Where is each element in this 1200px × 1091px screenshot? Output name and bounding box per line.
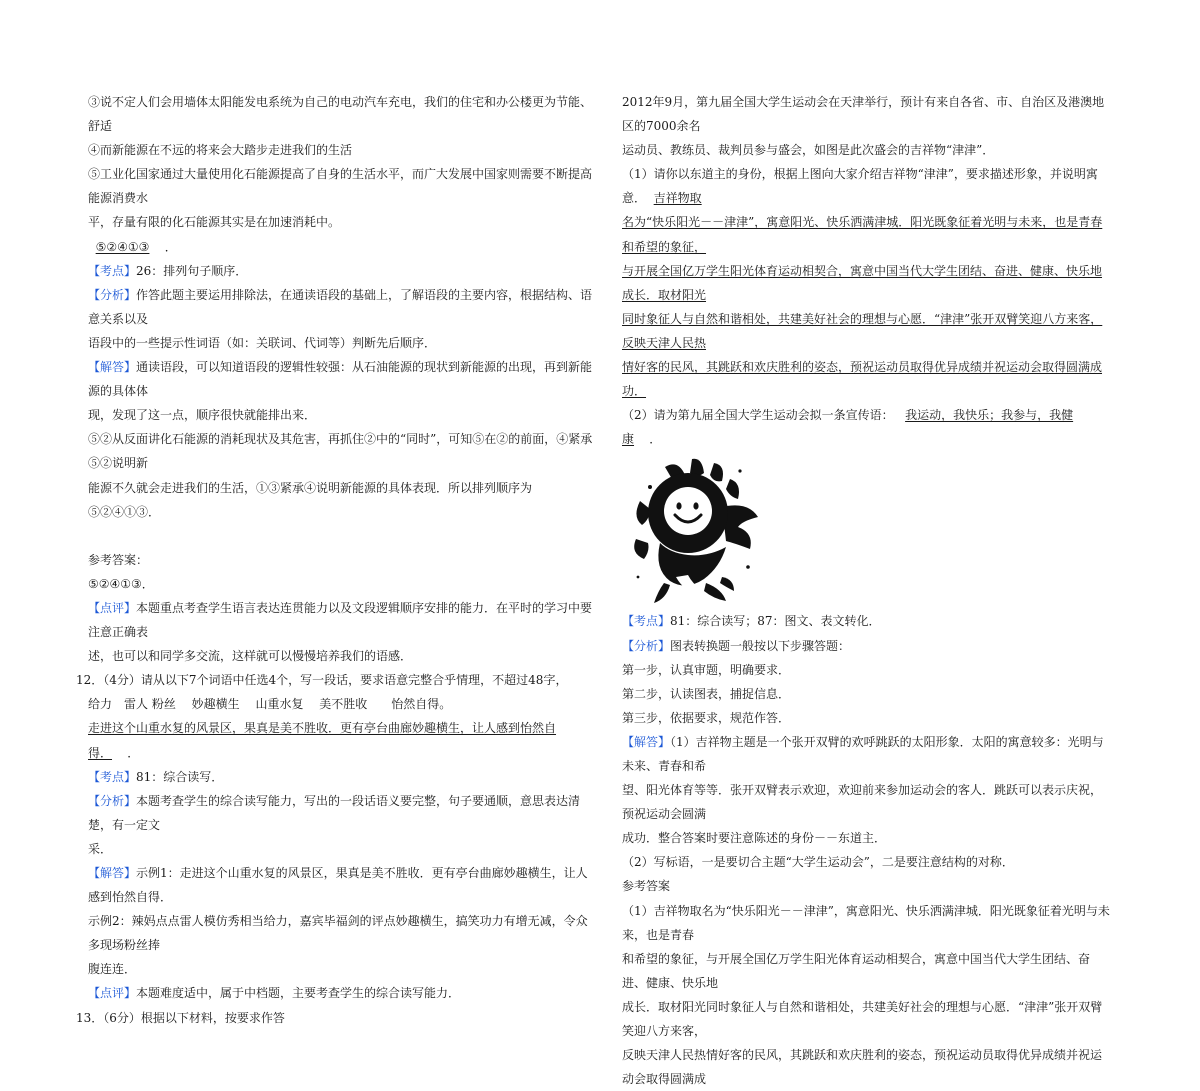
sentence-4: ④而新能源在不远的将来会大踏步走进我们的生活	[88, 143, 353, 158]
answer-11: ⑤②④①③	[95, 239, 150, 254]
dianping-11-cont: 述，也可以和同学多交流，这样就可以慢慢培养我们的语感．	[88, 649, 413, 664]
step-2: 第二步，认读图表，捕捉信息．	[622, 686, 791, 701]
jieda-11: 【解答】通读语段，可以知道语段的逻辑性较强：从石油能源的现状到新能源的出现，再到新能源的具体体	[88, 360, 593, 399]
answer-11-line: ⑤②④①③ ．	[95, 239, 177, 254]
question-13-title: 13．（6分）根据以下材料，按要求作答	[76, 1010, 285, 1025]
fenxi-11: 【分析】作答此题主要运用排除法，在通读语段的基础上，了解语段的主要内容，根据结构、语意关系以及	[88, 287, 593, 326]
material-line-1: 2012年9月，第九届全国大学生运动会在天津举行，预计有来自各省、市、自治区及港澳地区的7000余名	[622, 95, 1105, 134]
question-13-2: （2）请为第九届全国大学生运动会拟一条宣传语： 我运动，我快乐；我参与，我健康 ．	[622, 408, 1074, 447]
kaodian-11: 【考点】26：排列句子顺序．	[88, 263, 248, 278]
material-line-2: 运动员、教练员、裁判员参与盛会，如图是此次盛会的吉祥物“津津”．	[622, 143, 995, 158]
jieda-11-para2-cont: 能源不久就会走进我们的生活，①③紧承④说明新能源的具体表现．所以排列顺序为⑤②④①③．	[88, 480, 533, 519]
kaodian-12: 【考点】81：综合读写．	[88, 769, 224, 784]
reference-13-line-4: 反映天津人民热情好客的民风，其跳跃和欢庆胜利的姿态，预祝运动员取得优异成绩并祝运动会取得圆满成	[622, 1048, 1103, 1087]
jieda-13-cont-2: 成功．整合答案时要注意陈述的身份－－东道主．	[622, 831, 887, 846]
reference-13-line-2: 和希望的象征，与开展全国亿万学生阳光体育运动相契合，寓意中国当代大学生团结、奋进、健康、快乐地	[622, 951, 1091, 990]
jinjin-mascot-image	[630, 457, 760, 605]
slogan-answer: 我运动，我快乐；我参与，我健康	[622, 408, 1074, 447]
answer-12: 走进这个山重水复的风景区，果真是美不胜收．更有亭台曲廊妙趣横生，让人感到怡然自得．	[88, 721, 557, 760]
answer-13-1-line-5: 情好客的民风，其跳跃和欢庆胜利的姿态，预祝运动员取得优异成绩并祝运动会取得圆满成功．	[622, 360, 1103, 399]
jieda-11-para2: ⑤②从反面讲化石能源的消耗现状及其危害，再抓住②中的“同时”，可知⑤在②的前面，④紧承⑤②说明新	[88, 432, 593, 471]
sentence-3: ③说不定人们会用墙体太阳能发电系统为自己的电动汽车充电，我们的住宅和办公楼更为节能、舒适	[88, 95, 593, 134]
jieda-13: 【解答】（1）吉祥物主题是一个张开双臂的欢呼跳跃的太阳形象．太阳的寓意较多：光明与未来、青春和希	[622, 734, 1104, 773]
answer-13-1-line-3: 与开展全国亿万学生阳光体育运动相契合，寓意中国当代大学生团结、奋进、健康、快乐地成长．取材阳光	[622, 263, 1103, 302]
jieda-13-part2: （2）写标语，一是要切合主题“大学生运动会”，二是要注意结构的对称．	[622, 855, 1014, 870]
kaodian-13: 【考点】81：综合读写；87：图文、表文转化．	[622, 614, 881, 629]
jieda-13-cont-1: 望、阳光体育等等．张开双臂表示欢迎，欢迎前来参加运动会的客人．跳跃可以表示庆祝，预祝运动会圆满	[622, 783, 1103, 822]
mascot-figure	[622, 451, 1110, 609]
question-13-1: （1）请你以东道主的身份，根据上图向大家介绍吉祥物“津津”，要求描述形象，并说明寓意． 吉祥物取	[622, 167, 1098, 206]
step-1: 第一步，认真审题，明确要求．	[622, 662, 791, 677]
dianping-11: 【点评】本题重点考查学生语言表达连贯能力以及文段逻辑顺序安排的能力．在平时的学习中要注意正确表	[88, 600, 593, 640]
jieda-11-cont: 现，发现了这一点，顺序很快就能排出来．	[88, 408, 317, 423]
reference-answer-title: 参考答案：	[88, 552, 149, 567]
jieda-12-example2: 示例2：辣妈点点雷人模仿秀相当给力，嘉宾毕福剑的评点妙趣横生，搞笑功力有增无减，令众多现场粉丝捧	[88, 914, 588, 953]
jieda-12: 【解答】示例1：走进这个山重水复的风景区，果真是美不胜收．更有亭台曲廊妙趣横生，让人感到怡然自得．	[88, 866, 588, 905]
reference-13-line-1: （1）吉祥物取名为“快乐阳光－－津津”，寓意阳光、快乐洒满津城．阳光既象征着光明与未来，也是青春	[622, 903, 1110, 942]
reference-answer-title-13: 参考答案	[622, 879, 671, 894]
spacer	[88, 524, 598, 548]
answer-13-1-line-4: 同时象征人与自然和谐相处，共建美好社会的理想与心愿．“津津”张开双臂笑迎八方来客，反映天津人民热	[622, 311, 1103, 350]
sentence-5: ⑤工业化国家通过大量使用化石能源提高了自身的生活水平，而广大发展中国家则需要不断提高能源消费水	[88, 167, 593, 206]
fenxi-13: 【分析】图表转换题一般按以下步骤答题：	[622, 638, 851, 653]
step-3: 第三步，依据要求，规范作答．	[622, 710, 791, 725]
right-column	[622, 90, 1110, 1091]
question-12-words: 给力 雷人 粉丝 妙趣横生 山重水复 美不胜收 怡然自得。	[88, 697, 452, 712]
reference-13-line-3: 成长．取材阳光同时象征人与自然和谐相处，共建美好社会的理想与心愿．“津津”张开双臂笑迎八方来客，	[622, 999, 1103, 1038]
fenxi-11-cont: 语段中的一些提示性词语（如：关联词、代词等）判断先后顺序．	[88, 335, 437, 350]
fenxi-12: 【分析】本题考查学生的综合读写能力，写出的一段话语义要完整，句子要通顺，意思表达清楚，有一定文	[88, 793, 581, 832]
reference-answer-11: ⑤②④①③．	[88, 576, 154, 591]
answer-13-1-line-2: 名为“快乐阳光－－津津”，寓意阳光、快乐洒满津城．阳光既象征着光明与未来，也是青春和希望的象征，	[622, 215, 1103, 254]
dianping-12: 【点评】本题难度适中，属于中档题，主要考查学生的综合读写能力．	[88, 986, 461, 1001]
jieda-12-example2-cont: 腹连连．	[88, 962, 137, 977]
fenxi-12-cont: 采．	[88, 841, 113, 856]
sentence-5-cont: 平，存量有限的化石能源其实是在加速消耗中。	[88, 215, 341, 230]
left-column	[76, 90, 598, 1030]
question-12-title: 12．（4分）请从以下7个词语中任选4个，写一段话，要求语意完整合乎情理，不超过48字，	[76, 673, 568, 688]
answer-12-line: 走进这个山重水复的风景区，果真是美不胜收．更有亭台曲廊妙趣横生，让人感到怡然自得． ．	[88, 721, 557, 760]
